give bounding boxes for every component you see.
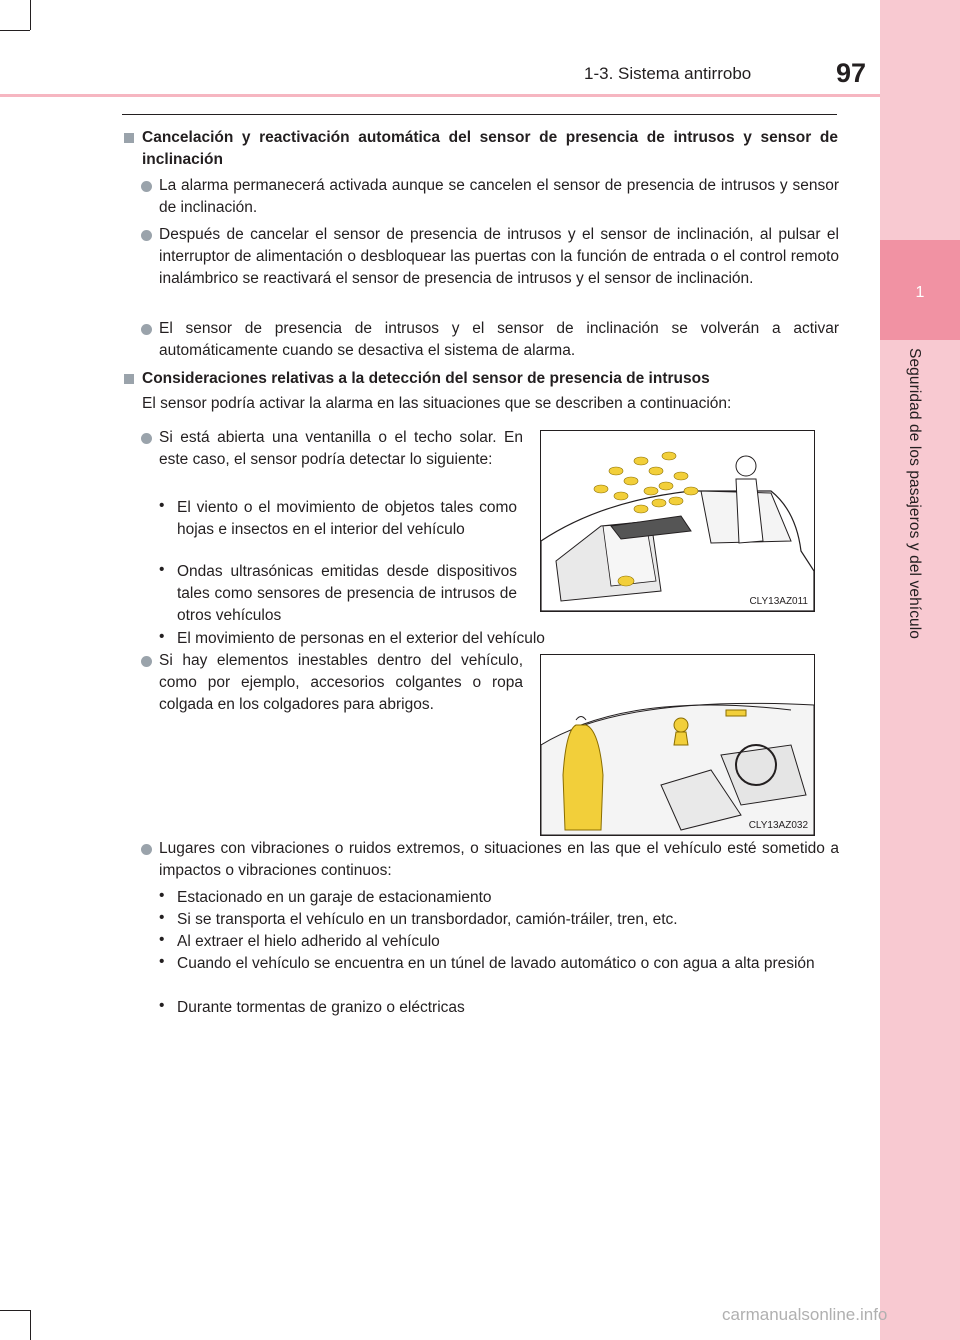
square-bullet-icon — [124, 133, 134, 143]
round-bullet-icon — [141, 656, 152, 667]
section2-heading: Consideraciones relativas a la detección del sensor de presencia de intrusos — [142, 370, 710, 387]
item3-text: Lugares con vibraciones o ruidos extremos, o situaciones en las que el vehículo esté sometido a impactos o vibraciones continuos: — [159, 840, 839, 879]
crop-mark — [30, 1310, 31, 1340]
item1-subitem: Ondas ultrasónicas emitidas desde dispositivos tales como sensores de presencia de intrusos de otros vehículos — [177, 563, 517, 624]
item3-subitem: Durante tormentas de granizo o eléctricas — [177, 999, 465, 1016]
header-divider — [0, 94, 880, 97]
figure-code: CLY13AZ032 — [748, 820, 808, 831]
section1-item: Después de cancelar el sensor de presencia de intrusos y el sensor de inclinación, al pulsar el interruptor de alimentación o desbloquear las puertas con la función de entrada o el control remoto inalámbrico se reactivará el sensor de presencia de intrusos y el sensor de inclinación. — [159, 226, 839, 287]
sub-bullet-icon: • — [159, 931, 165, 948]
item1-subitem: El viento o el movimiento de objetos tales como hojas e insectos en el interior del vehículo — [177, 499, 517, 538]
sub-bullet-icon: • — [159, 561, 165, 578]
crop-mark — [0, 30, 30, 31]
square-bullet-icon — [124, 374, 134, 384]
item3-subitem: Cuando el vehículo se encuentra en un túnel de lavado automático o con agua a alta presión — [177, 955, 815, 972]
section1-item: El sensor de presencia de intrusos y el sensor de inclinación se volverán a activar automáticamente cuando se desactiva el sistema de alarma. — [159, 320, 839, 359]
sub-bullet-icon: • — [159, 497, 165, 514]
page-number: 97 — [836, 58, 867, 88]
hanging-items-illustration — [540, 654, 815, 836]
chapter-title: Seguridad de los pasajeros y del vehículo — [906, 348, 923, 640]
content-rule — [122, 114, 837, 115]
section2-intro: El sensor podría activar la alarma en las situaciones que se describen a continuación: — [142, 395, 732, 412]
sub-bullet-icon: • — [159, 887, 165, 904]
round-bullet-icon — [141, 230, 152, 241]
item2-text: Si hay elementos inestables dentro del vehículo, como por ejemplo, accesorios colgantes o ropa colgada en los colgadores para abrigos. — [159, 652, 523, 713]
chapter-number: 1 — [915, 284, 925, 301]
sunroof-leaves-illustration — [540, 430, 815, 612]
section-title: 1-3. Sistema antirrobo — [584, 64, 752, 83]
round-bullet-icon — [141, 324, 152, 335]
item3-subitem: Al extraer el hielo adherido al vehículo — [177, 933, 440, 950]
item3-subitem: Estacionado en un garaje de estacionamiento — [177, 889, 492, 906]
crop-mark — [30, 0, 31, 30]
car-sunroof-drawing — [541, 431, 814, 611]
sub-bullet-icon: • — [159, 628, 165, 645]
figure-code: CLY13AZ011 — [749, 596, 808, 607]
item3-subitem: Si se transporta el vehículo en un transbordador, camión-tráiler, tren, etc. — [177, 911, 678, 928]
sub-bullet-icon: • — [159, 909, 165, 926]
round-bullet-icon — [141, 181, 152, 192]
sub-bullet-icon: • — [159, 953, 165, 970]
item1-text: Si está abierta una ventanilla o el techo solar. En este caso, el sensor podría detectar lo siguiente: — [159, 429, 523, 468]
round-bullet-icon — [141, 844, 152, 855]
car-interior-drawing — [541, 655, 814, 835]
section1-heading: Cancelación y reactivación automática del sensor de presencia de intrusos y sensor de inclinación — [142, 129, 838, 168]
item1-subitem: El movimiento de personas en el exterior del vehículo — [177, 630, 545, 647]
side-tab — [880, 0, 960, 1340]
crop-mark — [0, 1310, 30, 1311]
round-bullet-icon — [141, 433, 152, 444]
watermark: carmanualsonline.info — [722, 1305, 888, 1324]
sub-bullet-icon: • — [159, 997, 165, 1014]
section1-item: La alarma permanecerá activada aunque se cancelen el sensor de presencia de intrusos y sensor de inclinación. — [159, 177, 839, 216]
